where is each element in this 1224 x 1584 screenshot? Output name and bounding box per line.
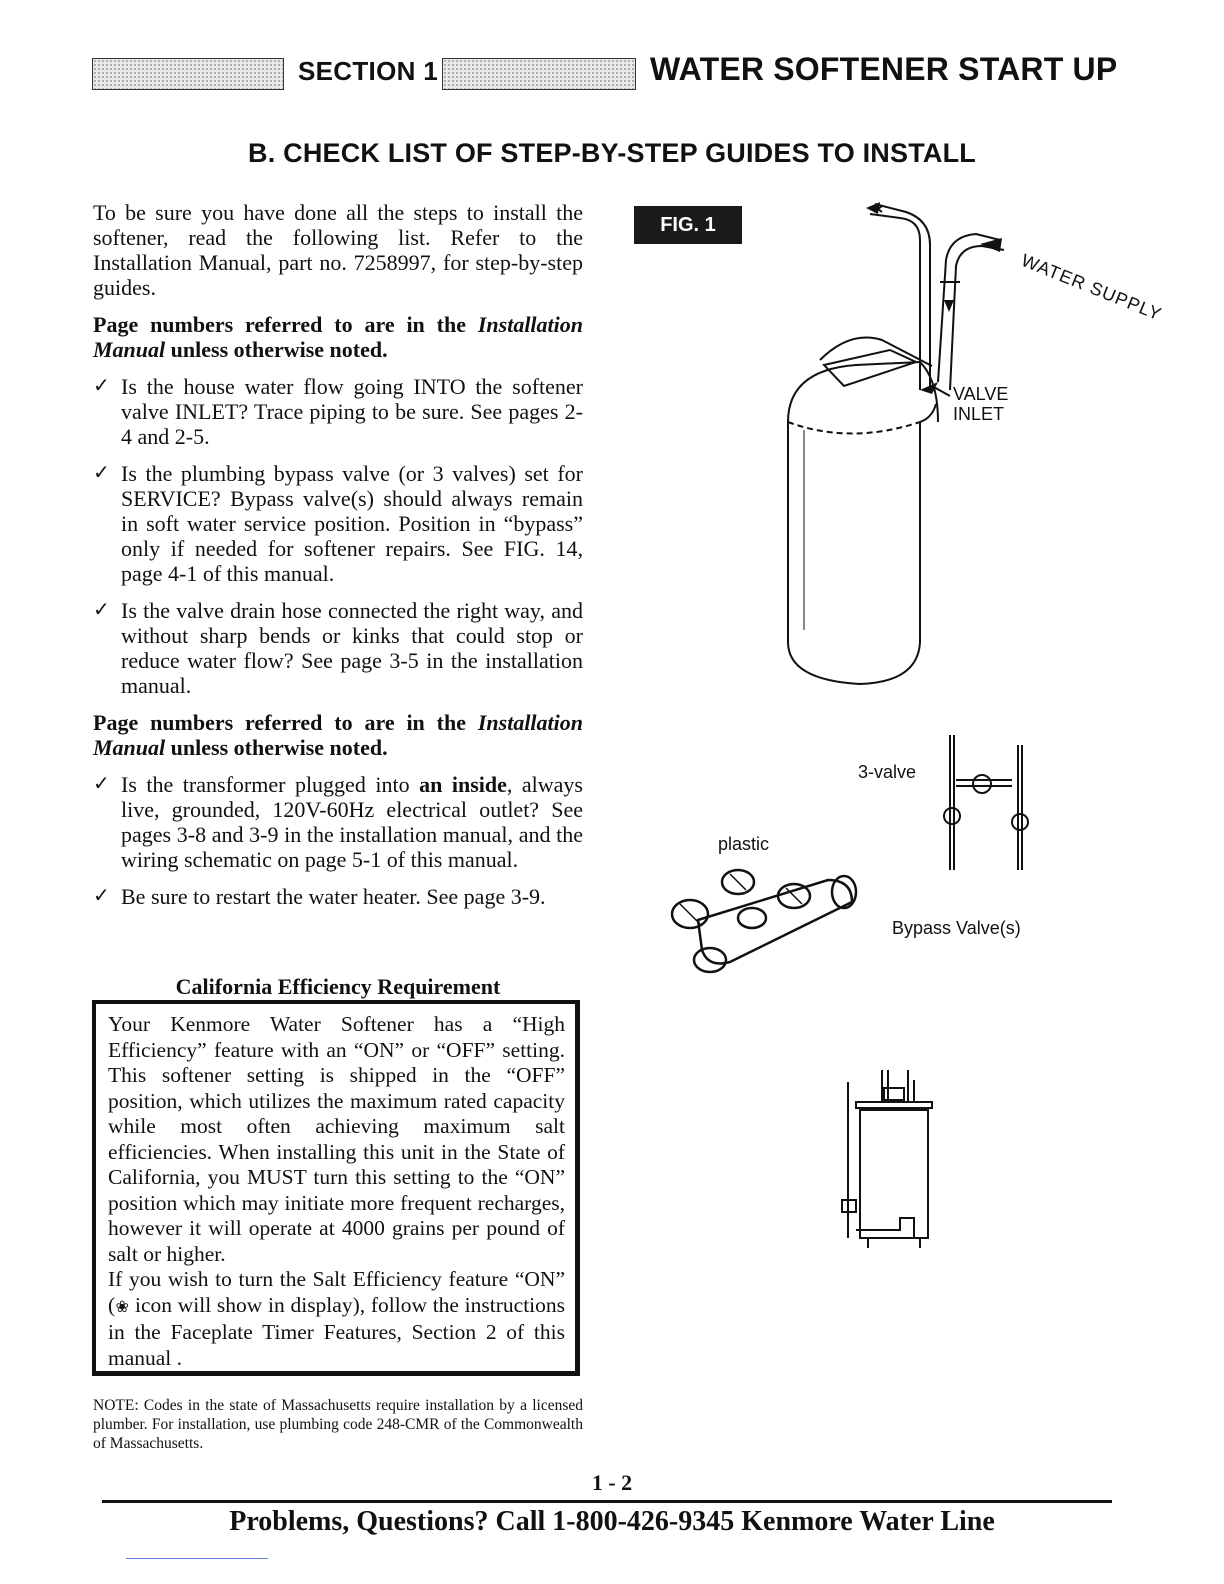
water-heater-diagram: [842, 1070, 932, 1248]
plastic-label: plastic: [718, 834, 770, 854]
page-ref-note-2: Page numbers referred to are in the Installation Manual unless otherwise noted.: [93, 710, 583, 760]
checklist-item: ✓ Is the plumbing bypass valve (or 3 valves) set for SERVICE? Bypass valve(s) should always remain in soft water service position. Position in “bypass” only if needed for softener repairs. See FIG. 14, page 4-1 of this manual.: [93, 461, 583, 586]
supply-arrow-icon: [980, 238, 1002, 252]
checkmark-icon: ✓: [93, 773, 110, 795]
page-ref-italic: Installation Manual: [93, 710, 583, 760]
massachusetts-note: NOTE: Codes in the state of Massachusetts require installation by a licensed plumber. For installation, use plumbing code 248-CMR of the Commonwealth of Massachusetts.: [93, 1397, 583, 1452]
checkmark-icon: ✓: [93, 599, 110, 621]
supply-pipes: [870, 204, 1004, 390]
bypass-valve-label: Bypass Valve(s): [892, 918, 1021, 938]
salt-efficiency-icon: ❀: [115, 1298, 130, 1316]
three-valve-label: 3-valve: [858, 762, 917, 782]
page-subheading: B. CHECK LIST OF STEP-BY-STEP GUIDES TO INSTALL: [248, 138, 976, 168]
valve-inlet-label-1: VALVE: [953, 384, 1009, 404]
blue-underline: [126, 1558, 268, 1559]
dotted-bar-left: [92, 58, 284, 90]
page-number: 1 - 2: [591, 1470, 633, 1495]
valve-inlet-label-2: INLET: [953, 404, 1005, 424]
page-ref-italic: Installation Manual: [93, 312, 583, 362]
softener-tank: [788, 338, 938, 685]
checklist-column: [93, 200, 583, 921]
checkmark-icon: ✓: [93, 375, 110, 397]
dotted-bar-right: [442, 58, 636, 90]
california-box: [92, 1000, 580, 1376]
section-label: SECTION 1: [298, 56, 438, 86]
checklist-item: ✓ Is the transformer plugged into an inside, always live, grounded, 120V-60Hz electrical outlet? See pages 3-8 and 3-9 in the installation manual, and the wiring schematic on page 5-1 of this manual.: [93, 772, 583, 872]
outflow-arrow-icon: [866, 202, 880, 214]
checklist-item: ✓ Be sure to restart the water heater. See page 3-9.: [93, 884, 546, 909]
checkmark-icon: ✓: [93, 462, 110, 484]
figure-illustration: [620, 190, 1120, 1260]
down-arrow-icon: [944, 300, 954, 312]
three-valve-diagram: [944, 735, 1028, 870]
section-header: [92, 51, 1118, 90]
fig-badge: FIG. 1: [634, 206, 742, 244]
section-title: WATER SOFTENER START UP: [650, 51, 1118, 87]
california-para-1: Your Kenmore Water Softener has a “High Efficiency” feature with an “ON” or “OFF” setting. This softener setting is shipped in the “OFF” position, which utilizes the maximum rated capacity while most often achieving maximum salt efficiencies. When installing this unit in the State of California, you MUST turn this setting to the “ON” position which may initiate more frequent recharges, however it will operate at 4000 grains per pound of salt or higher.: [108, 1012, 565, 1266]
page-ref-note: Page numbers referred to are in the Installation Manual unless otherwise noted.: [93, 312, 583, 362]
checklist-item: ✓ Is the house water flow going INTO the softener valve INLET? Trace piping to be sure. See pages 2-4 and 2-5.: [93, 374, 583, 449]
checkmark-icon: ✓: [93, 885, 110, 907]
water-supply-label: WATER SUPPLY: [1018, 250, 1165, 325]
intro-paragraph: To be sure you have done all the steps to install the softener, read the following list. Refer to the Installation Manual, part no. 7258997, for step-by-step guides.: [93, 200, 583, 300]
footer-helpline: Problems, Questions? Call 1-800-426-9345 Kenmore Water Line: [229, 1506, 995, 1537]
checklist-item: ✓ Is the valve drain hose connected the right way, and without sharp bends or kinks that could stop or reduce water flow? See page 3-5 in the installation manual.: [93, 598, 583, 698]
california-para-2: If you wish to turn the Salt Efficiency feature “ON” (❀ icon will show in display), follow the instructions in the Faceplate Timer Features, Section 2 of this manual .: [108, 1267, 566, 1370]
california-title: California Efficiency Requirement: [175, 974, 501, 999]
plastic-bypass-valve: [672, 870, 856, 972]
footer-rule: [102, 1500, 1112, 1503]
